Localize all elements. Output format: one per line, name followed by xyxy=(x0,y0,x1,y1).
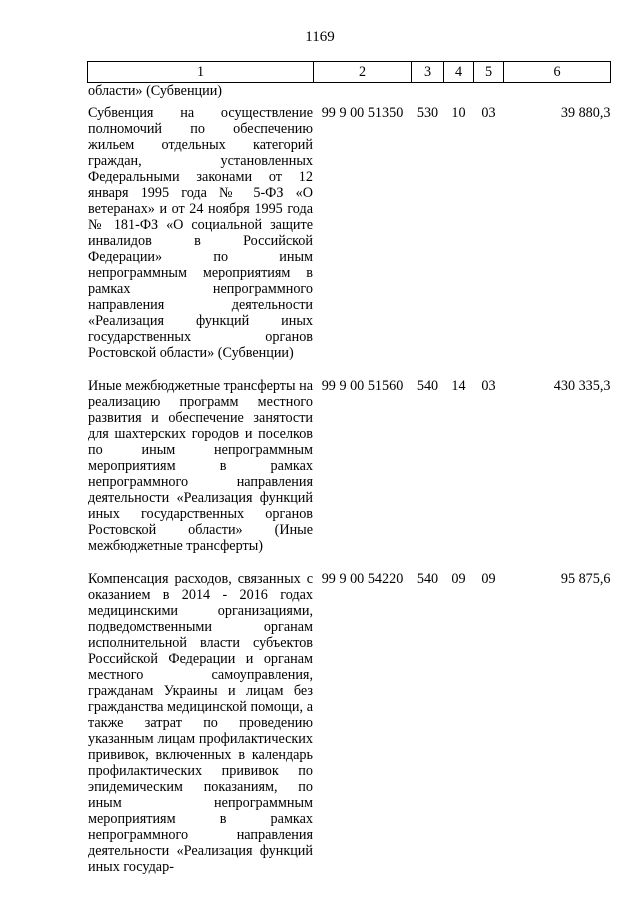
row-pr: 03 xyxy=(481,378,496,394)
column-header-3: 3 xyxy=(412,62,444,83)
row-rz: 10 xyxy=(451,105,466,121)
row-code: 99 9 00 54220 xyxy=(321,571,404,587)
row-code: 99 9 00 51560 xyxy=(321,378,404,394)
row-sum: 39 880,3 xyxy=(560,105,611,121)
row-name: Иные межбюджетные трансферты на реализацию программ местного развития и обеспечение занятости для шахтерских городов и поселков по иным непрограммным мероприятиям в рамках непрограммного направления деятельности «Реализация функций иных государственных органов Ростовской области» (Иные межбюджетные трансферты) xyxy=(88,378,313,554)
row-name: Субвенция на осуществление полномочий по обеспечению жильем отдельных категорий граждан, установленных Федеральными законами от 12 января 1995 года № 5-ФЗ «О ветеранах» и от 24 ноября 1995 года № 181-ФЗ «О социальной защите инвалидов в Российской Федерации» по иным непрограммным мероприятиям в рамках непрограммного направления деятельности «Реализация функций иных государственных органов Ростовской области» (Субвенции) xyxy=(88,105,313,361)
table-row xyxy=(88,568,611,875)
column-header-5: 5 xyxy=(474,62,504,83)
row-vr: 540 xyxy=(416,571,439,587)
page-number: 1169 xyxy=(305,29,335,45)
row-vr: 530 xyxy=(416,105,439,121)
row-sum: 430 335,3 xyxy=(553,378,611,394)
row-rz: 14 xyxy=(451,378,466,394)
budget-table xyxy=(87,61,611,875)
column-header-2: 2 xyxy=(314,62,412,83)
row-name: Компенсация расходов, связанных с оказанием в 2014 - 2016 годах медицинскими организациями, подведомственными органам исполнительной власти субъектов Российской Федерации и органам местного самоуправления, гражданам Украины и лицам без гражданства медицинской помощи, а также затрат по проведению указанным лицам профилактических прививок, включенных в календарь профилактических прививок по эпидемическим показаниям, по иным непрограммным мероприятиям в рамках непрограммного направления деятельности «Реализация функций иных государ- xyxy=(88,571,313,875)
column-header-4: 4 xyxy=(444,62,474,83)
row-pr: 09 xyxy=(481,571,496,587)
row-pr: 03 xyxy=(481,105,496,121)
row-sum: 95 875,6 xyxy=(560,571,611,587)
column-header-6: 6 xyxy=(504,62,611,83)
table-row xyxy=(88,99,611,375)
row-vr: 540 xyxy=(416,378,439,394)
column-header-1: 1 xyxy=(88,62,314,83)
table-row-continuation xyxy=(88,83,611,100)
row-code: 99 9 00 51350 xyxy=(321,105,404,121)
table-row xyxy=(88,375,611,568)
row-rz: 09 xyxy=(451,571,466,587)
table-header xyxy=(88,62,611,83)
continuation-text: области» (Субвенции) xyxy=(88,83,223,99)
